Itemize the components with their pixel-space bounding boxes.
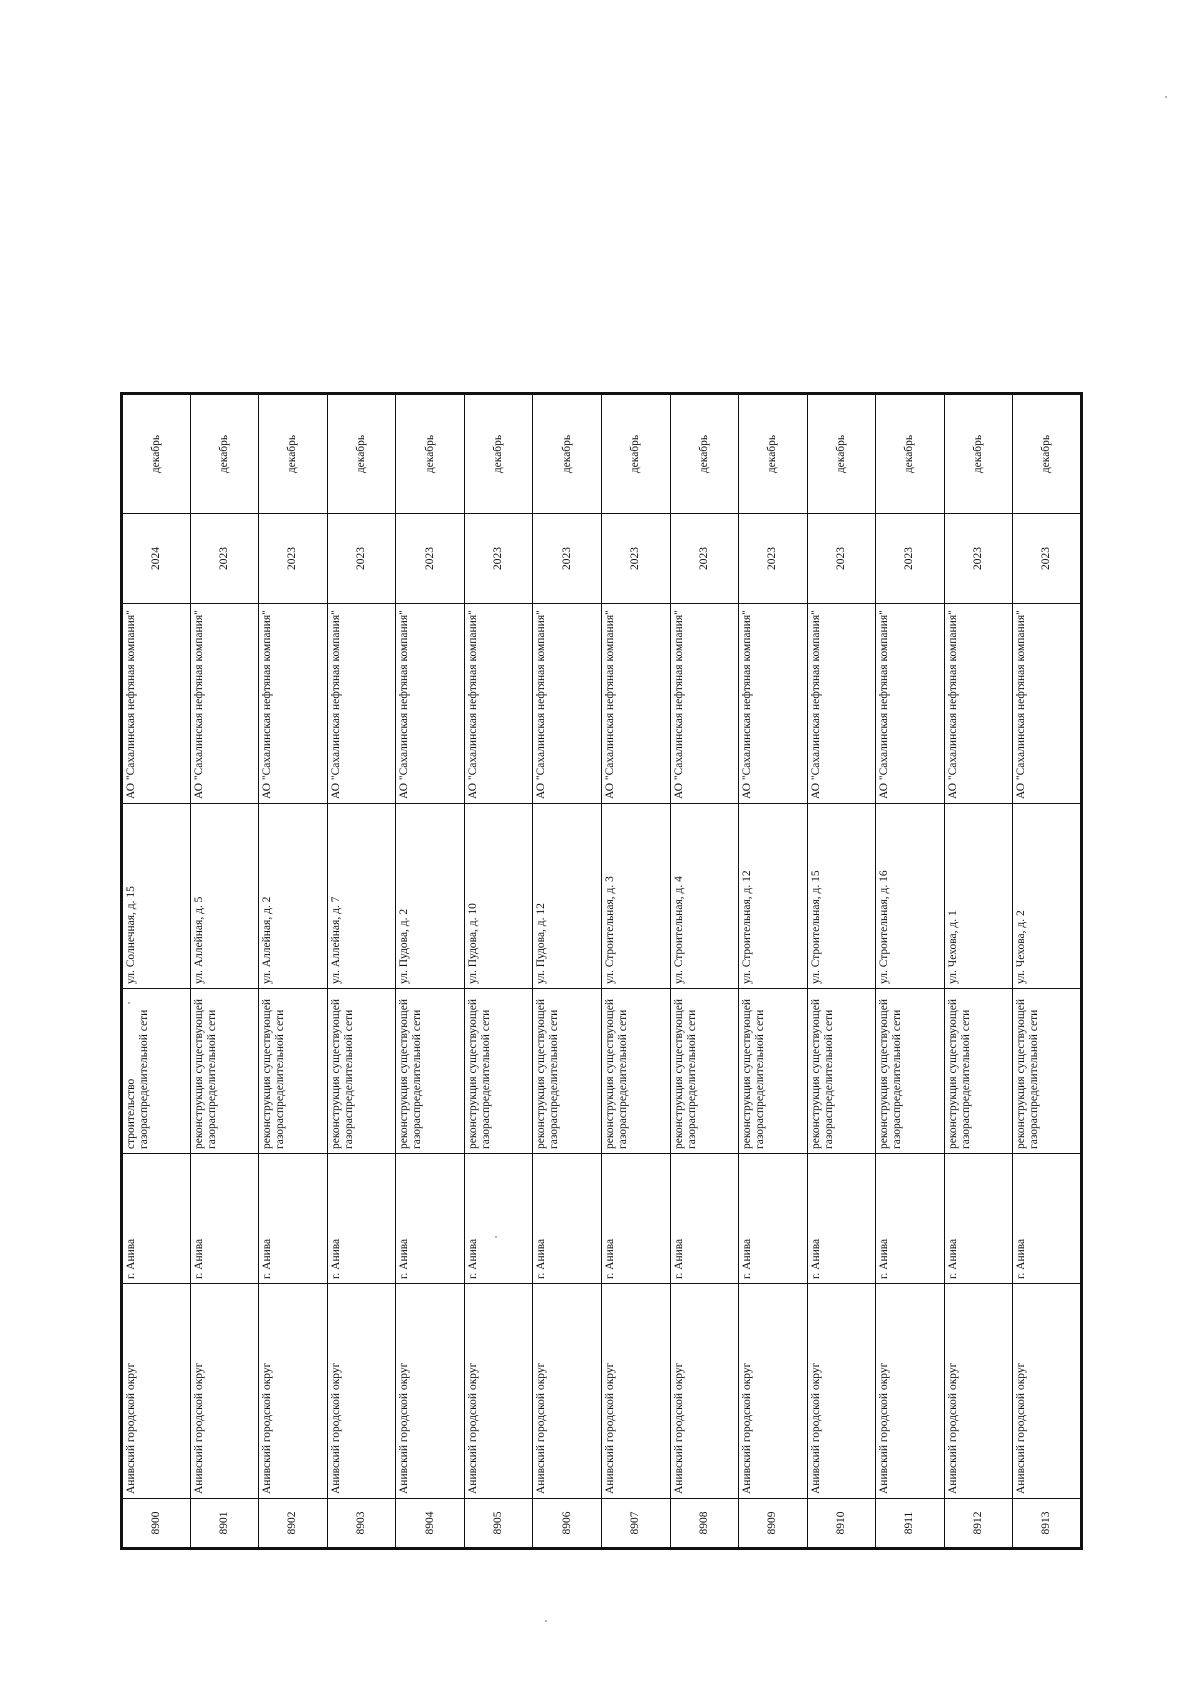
company-cell: АО "Сахалинская нефтяная компания" [601, 604, 670, 804]
table-row [122, 394, 191, 1549]
table-row [601, 394, 670, 1549]
address-cell: ул. Пудова, д. 12 [533, 804, 602, 989]
row-number: 8902 [259, 1499, 328, 1549]
city-cell: г. Анива [944, 1154, 1013, 1284]
address-cell: ул. Аллейная, д. 2 [259, 804, 328, 989]
month-cell: декабрь [739, 394, 808, 514]
row-number: 8904 [396, 1499, 465, 1549]
row-number: 8900 [122, 1499, 191, 1549]
city-cell: г. Анива [533, 1154, 602, 1284]
table-row [944, 394, 1013, 1549]
company-cell: АО "Сахалинская нефтяная компания" [807, 604, 876, 804]
month-cell: декабрь [533, 394, 602, 514]
table-row [807, 394, 876, 1549]
table-row [259, 394, 328, 1549]
city-cell: г. Анива [122, 1154, 191, 1284]
year-cell: 2023 [533, 514, 602, 604]
year-cell: 2023 [739, 514, 808, 604]
row-number: 8911 [876, 1499, 945, 1549]
year-cell: 2023 [190, 514, 259, 604]
work-type-cell: реконструкция существующей газораспределительной сети [327, 989, 396, 1154]
work-type-cell: реконструкция существующей газораспределительной сети [807, 989, 876, 1154]
year-cell: 2023 [807, 514, 876, 604]
year-cell: 2023 [601, 514, 670, 604]
month-cell: декабрь [259, 394, 328, 514]
city-cell: г. Анива [601, 1154, 670, 1284]
month-cell: декабрь [1013, 394, 1082, 514]
work-type-cell: реконструкция существующей газораспределительной сети [876, 989, 945, 1154]
year-cell: 2023 [259, 514, 328, 604]
district-cell: Анивский городской округ [601, 1284, 670, 1499]
row-number: 8909 [739, 1499, 808, 1549]
company-cell: АО "Сахалинская нефтяная компания" [464, 604, 533, 804]
address-cell: ул. Аллейная, д. 5 [190, 804, 259, 989]
table-row [327, 394, 396, 1549]
district-cell: Анивский городской округ [464, 1284, 533, 1499]
month-cell: декабрь [944, 394, 1013, 514]
address-cell: ул. Строительная, д. 15 [807, 804, 876, 989]
year-cell: 2023 [396, 514, 465, 604]
scan-speck [545, 1620, 547, 1622]
rotated-table-wrapper [120, 395, 1080, 1550]
work-type-cell: реконструкция существующей газораспределительной сети [1013, 989, 1082, 1154]
row-number: 8903 [327, 1499, 396, 1549]
year-cell: 2024 [122, 514, 191, 604]
month-cell: декабрь [122, 394, 191, 514]
row-number: 8905 [464, 1499, 533, 1549]
company-cell: АО "Сахалинская нефтяная компания" [670, 604, 739, 804]
row-number: 8913 [1013, 1499, 1082, 1549]
company-cell: АО "Сахалинская нефтяная компания" [122, 604, 191, 804]
company-cell: АО "Сахалинская нефтяная компания" [1013, 604, 1082, 804]
district-cell: Анивский городской округ [739, 1284, 808, 1499]
district-cell: Анивский городской округ [396, 1284, 465, 1499]
company-cell: АО "Сахалинская нефтяная компания" [190, 604, 259, 804]
city-cell: г. Анива [327, 1154, 396, 1284]
company-cell: АО "Сахалинская нефтяная компания" [396, 604, 465, 804]
table-row [464, 394, 533, 1549]
district-cell: Анивский городской округ [190, 1284, 259, 1499]
city-cell: г. Анива [807, 1154, 876, 1284]
table-row [670, 394, 739, 1549]
month-cell: декабрь [464, 394, 533, 514]
city-cell: г. Анива [259, 1154, 328, 1284]
address-cell: ул. Строительная, д. 3 [601, 804, 670, 989]
district-cell: Анивский городской округ [327, 1284, 396, 1499]
work-type-cell: реконструкция существующей газораспределительной сети [944, 989, 1013, 1154]
row-number: 8912 [944, 1499, 1013, 1549]
district-cell: Анивский городской округ [807, 1284, 876, 1499]
city-cell: г. Анива [464, 1154, 533, 1284]
city-cell: г. Анива [396, 1154, 465, 1284]
address-cell: ул. Строительная, д. 16 [876, 804, 945, 989]
company-cell: АО "Сахалинская нефтяная компания" [739, 604, 808, 804]
month-cell: декабрь [670, 394, 739, 514]
address-cell: ул. Строительная, д. 4 [670, 804, 739, 989]
work-type-cell: реконструкция существующей газораспределительной сети [190, 989, 259, 1154]
company-cell: АО "Сахалинская нефтяная компания" [533, 604, 602, 804]
address-cell: ул. Чехова, д. 2 [1013, 804, 1082, 989]
row-number: 8901 [190, 1499, 259, 1549]
city-cell: г. Анива [190, 1154, 259, 1284]
company-cell: АО "Сахалинская нефтяная компания" [259, 604, 328, 804]
year-cell: 2023 [670, 514, 739, 604]
district-cell: Анивский городской округ [670, 1284, 739, 1499]
table-body [122, 394, 1082, 1549]
year-cell: 2023 [1013, 514, 1082, 604]
address-cell: ул. Солнечная, д. 15 [122, 804, 191, 989]
month-cell: декабрь [601, 394, 670, 514]
row-number: 8910 [807, 1499, 876, 1549]
city-cell: г. Анива [739, 1154, 808, 1284]
company-cell: АО "Сахалинская нефтяная компания" [876, 604, 945, 804]
month-cell: декабрь [396, 394, 465, 514]
row-number: 8908 [670, 1499, 739, 1549]
row-number: 8907 [601, 1499, 670, 1549]
month-cell: декабрь [190, 394, 259, 514]
work-type-cell: реконструкция существующей газораспределительной сети [464, 989, 533, 1154]
district-cell: Анивский городской округ [533, 1284, 602, 1499]
year-cell: 2023 [876, 514, 945, 604]
city-cell: г. Анива [1013, 1154, 1082, 1284]
year-cell: 2023 [944, 514, 1013, 604]
city-cell: г. Анива [670, 1154, 739, 1284]
district-cell: Анивский городской округ [876, 1284, 945, 1499]
city-cell: г. Анива [876, 1154, 945, 1284]
table-row [190, 394, 259, 1549]
district-cell: Анивский городской округ [944, 1284, 1013, 1499]
month-cell: декабрь [876, 394, 945, 514]
gas-network-table [120, 392, 1083, 1550]
work-type-cell: реконструкция существующей газораспределительной сети [670, 989, 739, 1154]
work-type-cell: строительство газораспределительной сети [122, 989, 191, 1154]
address-cell: ул. Пудова, д. 2 [396, 804, 465, 989]
work-type-cell: реконструкция существующей газораспределительной сети [739, 989, 808, 1154]
district-cell: Анивский городской округ [122, 1284, 191, 1499]
work-type-cell: реконструкция существующей газораспределительной сети [533, 989, 602, 1154]
table-row [533, 394, 602, 1549]
work-type-cell: реконструкция существующей газораспределительной сети [259, 989, 328, 1154]
month-cell: декабрь [327, 394, 396, 514]
year-cell: 2023 [464, 514, 533, 604]
company-cell: АО "Сахалинская нефтяная компания" [944, 604, 1013, 804]
year-cell: 2023 [327, 514, 396, 604]
table-row [1013, 394, 1082, 1549]
row-number: 8906 [533, 1499, 602, 1549]
company-cell: АО "Сахалинская нефтяная компания" [327, 604, 396, 804]
table-row [876, 394, 945, 1549]
work-type-cell: реконструкция существующей газораспределительной сети [601, 989, 670, 1154]
district-cell: Анивский городской округ [1013, 1284, 1082, 1499]
address-cell: ул. Чехова, д. 1 [944, 804, 1013, 989]
address-cell: ул. Строительная, д. 12 [739, 804, 808, 989]
address-cell: ул. Пудова, д. 10 [464, 804, 533, 989]
month-cell: декабрь [807, 394, 876, 514]
address-cell: ул. Аллейная, д. 7 [327, 804, 396, 989]
table-row [396, 394, 465, 1549]
table-row [739, 394, 808, 1549]
scan-speck [1165, 96, 1167, 98]
district-cell: Анивский городской округ [259, 1284, 328, 1499]
work-type-cell: реконструкция существующей газораспределительной сети [396, 989, 465, 1154]
